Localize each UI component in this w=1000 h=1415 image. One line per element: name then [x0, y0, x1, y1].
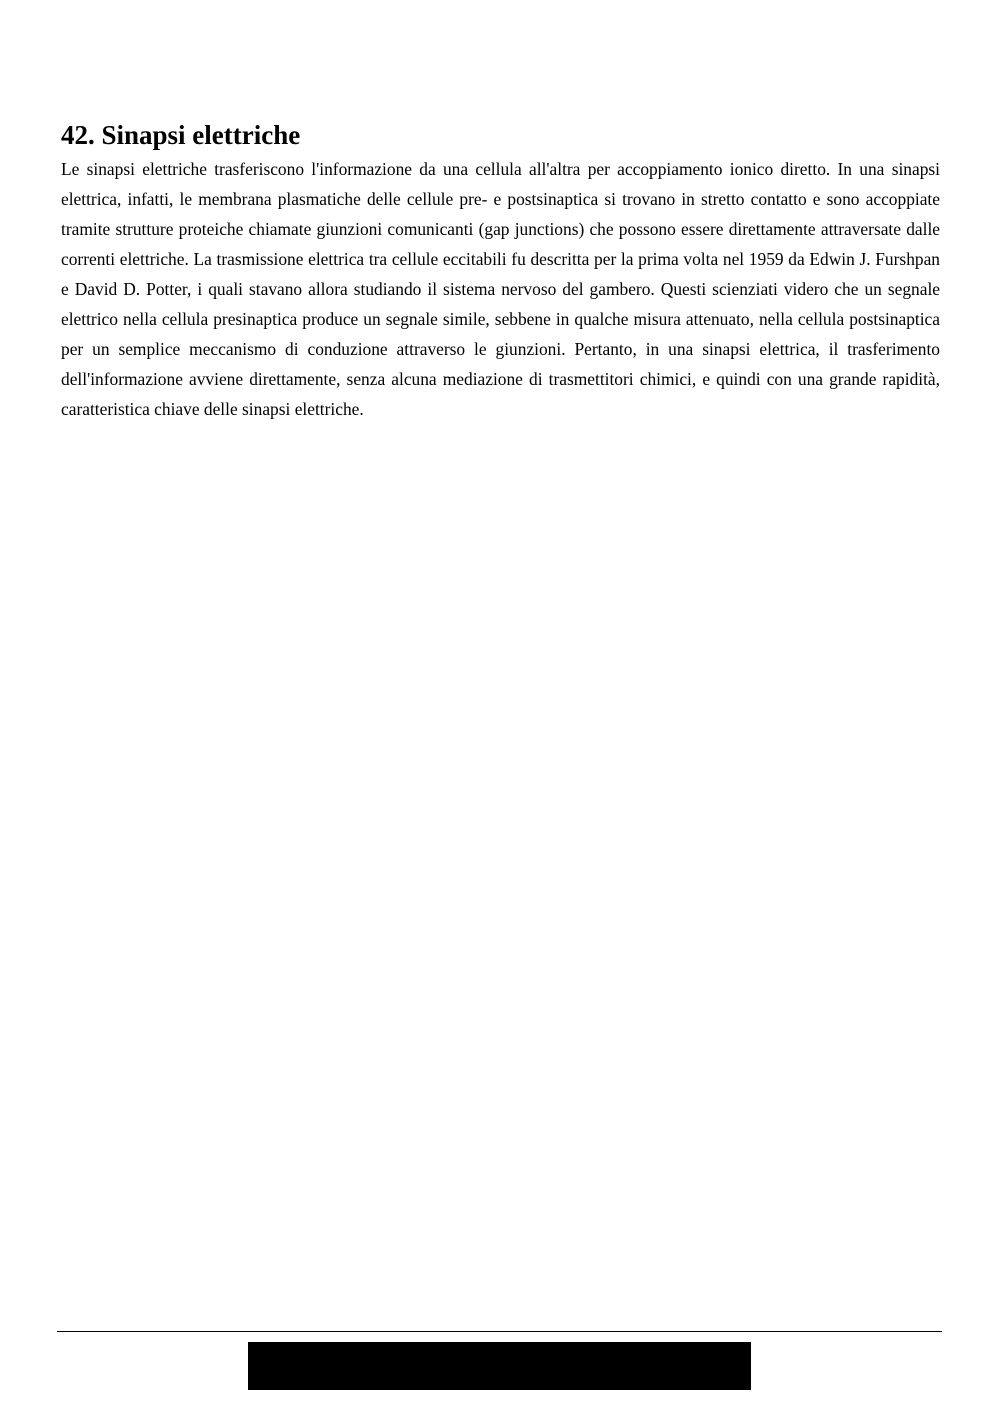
section-paragraph: Le sinapsi elettriche trasferiscono l'informazione da una cellula all'altra per accoppiamento ionico diretto. In una sinapsi elettrica, infatti, le membrana plasmatiche delle cellule pre- e postsinaptica si trovano in stretto contatto e sono accoppiate tramite strutture proteiche chiamate giunzioni comunicanti (gap junctions) che possono essere direttamente attraversate dalle correnti elettriche. La trasmissione elettrica tra cellule eccitabili fu descritta per la prima volta nel 1959 da Edwin J. Furshpan e David D. Potter, i quali stavano allora studiando il sistema nervoso del gambero. Questi scienziati videro che un segnale elettrico nella cellula presinaptica produce un segnale simile, sebbene in qualche misura attenuato, nella cellula postsinaptica per un semplice meccanismo di conduzione attraverso le giunzioni. Pertanto, in una sinapsi elettrica, il trasferimento dell'informazione avviene direttamente, senza alcuna mediazione di trasmettitori chimici, e quindi con una grande rapidità, caratteristica chiave delle sinapsi elettriche.: [61, 159, 940, 419]
section-content: [61, 116, 940, 424]
footer-redaction-bar: [248, 1342, 751, 1390]
footer-divider: [57, 1331, 942, 1332]
section-heading: 42. Sinapsi elettriche: [61, 120, 301, 150]
